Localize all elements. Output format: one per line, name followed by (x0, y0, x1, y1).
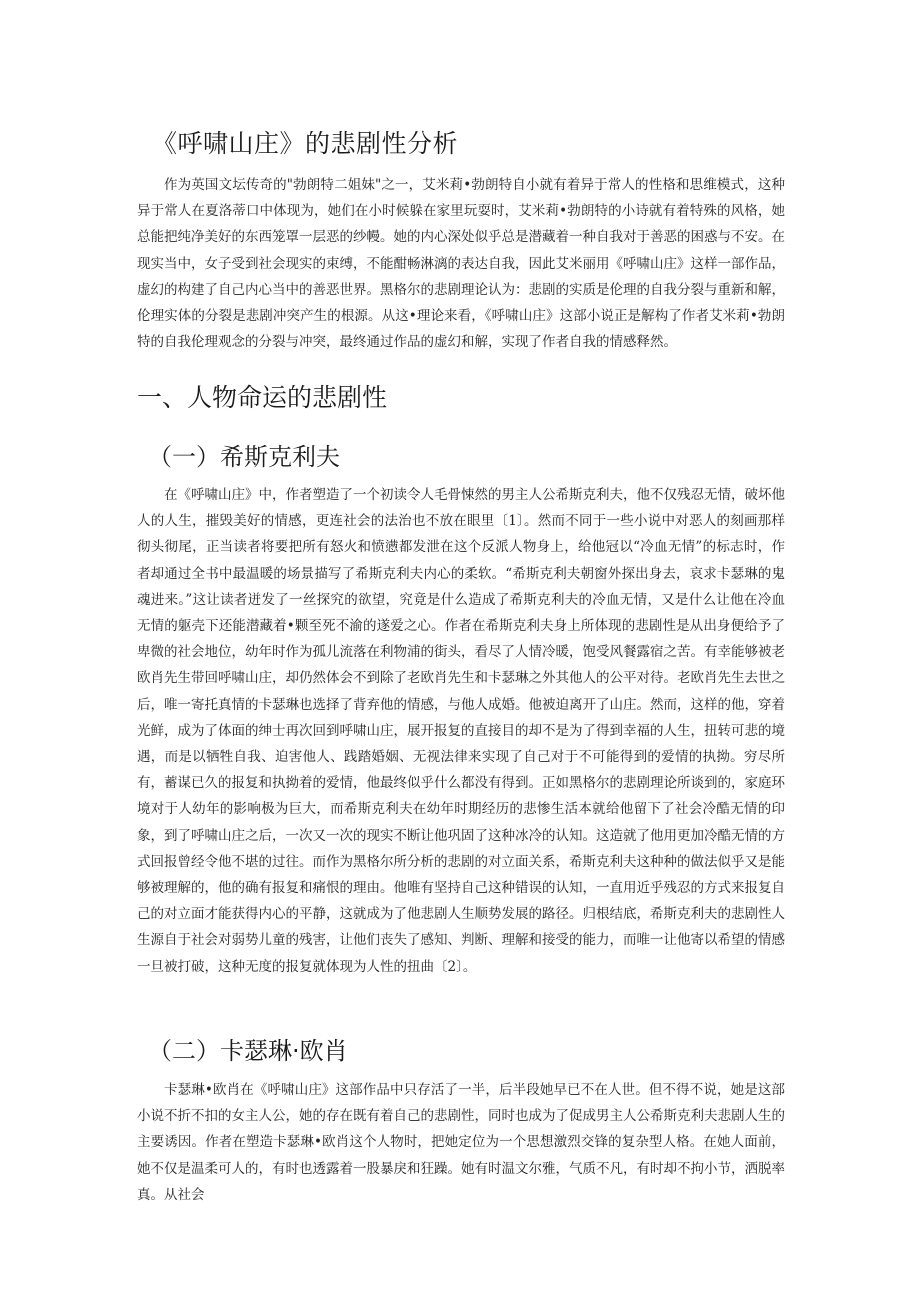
subsection-heading-catherine: （二）卡瑟琳·欧肖 (148, 1037, 348, 1065)
subsection-heading-heathcliff: （一）希斯克利夫 (148, 443, 340, 471)
document-title: 《呼啸山庄》的悲剧性分析 (152, 129, 459, 158)
intro-paragraph: 作为英国文坛传奇的"勃朗特二姐妹"之一，艾米莉•勃朗特自小就有着异于常人的性格和思维模式，这种异于常人在夏洛蒂口中体现为，她们在小时候躲在家里玩耍时，艾米莉•勃朗特的小诗就有着特殊的风格，她总能把纯净美好的东西笼罩一层恶的纱幔。她的内心深处似乎总是潜藏着一种自我对于善恶的困惑与不安。在现实当中，女子受到社会现实的束缚，不能酣畅淋漓的表达自我，因此艾米丽用《呼啸山庄》这样一部作品，虚幻的构建了自己内心当中的善恶世界。黑格尔的悲剧理论认为：悲剧的实质是伦理的自我分裂与重新和解，伦理实体的分裂是悲剧冲突产生的根源。从这•理论来看，《呼啸山庄》这部小说正是解构了作者艾米莉•勃朗特的自我伦理观念的分裂与冲突，最终通过作品的虚幻和解，实现了作者自我的情感释然。 (137, 177, 785, 351)
heathcliff-paragraph: 在《呼啸山庄》中，作者塑造了一个初读令人毛骨悚然的男主人公希斯克利夫，他不仅残忍无情，破坏他人的人生，摧毁美好的情感，更连社会的法治也不放在眼里〔1〕。然而不同于一些小说中对恶人的刻画那样彻头彻尾，正当读者将要把所有怒火和愤懑都发泄在这个反派人物身上，给他冠以“冷血无情”的标志时，作者却通过全书中最温暖的场景描写了希斯克利夫内心的柔软。“希斯克利夫朝窗外探出身去，哀求卡瑟琳的鬼魂进来。”这让读者迸发了一丝探究的欲望，究竟是什么造成了希斯克利夫的冷血无情，又是什么让他在冷血无情的躯壳下还能潜藏着•颗至死不渝的遂爱之心。作者在希斯克利夫身上所体现的悲剧性是从出身便给予了卑微的社会地位，幼年时作为孤儿流落在利物浦的街头，看尽了人情冷暖，饱受风餐露宿之苦。有幸能够被老欧肖先生带回呼啸山庄，却仍然体会不到除了老欧肖先生和卡瑟琳之外其他人的公平对待。老欧肖先生去世之后，唯一寄托真情的卡瑟琳也选择了背弃他的情感，与他人成婚。他被迫离开了山庄。然而，这样的他，穿着光鲜，成为了体面的绅士再次回到呼啸山庄，展开报复的直接目的却不是为了得到幸福的人生，扭转可悲的境遇，而是以牺牲自我、迫害他人、践踏婚姻、无视法律来实现了自己对于不可能得到的爱情的执拗。穷尽所有，蓄谋已久的报复和执拗着的爱情，他最终似乎什么都没有得到。正如黑格尔的悲剧理论所谈到的，家庭环境对于人幼年的影响极为巨大，而希斯克利夫在幼年时期经历的悲惨生活本就给他留下了社会冷酷无情的印象，到了呼啸山庄之后，一次又一次的现实不断让他巩固了这种冰冷的认知。这造就了他用更加冷酷无情的方式回报曾经令他不堪的过往。而作为黑格尔所分析的悲剧的对立面关系，希斯克利夫这种种的做法似乎又是能够被理解的，他的确有报复和痛恨的理由。他唯有坚持自己这种错误的认知，一直用近乎残忍的方式来报复自己的对立面才能获得内心的平静，这就成为了他悲剧人生顺势发展的路径。归根结底，希斯克利夫的悲剧性人生源自于社会对弱势儿童的残害，让他们丧失了感知、判断、理解和接受的能力，而唯一让他寄以希望的情感一旦被打破，这种无度的报复就体现为人性的扭曲〔2〕。 (137, 487, 785, 975)
catherine-paragraph: 卡瑟琳•欧肖在《呼啸山庄》这部作品中只存活了一半，后半段她早已不在人世。但不得不说，她是这部小说不折不扣的女主人公，她的存在既有着自己的悲剧性，同时也成为了促成男主人公希斯克利夫悲剧人生的主要诱因。作者在塑造卡瑟琳•欧肖这个人物时，把她定位为一个思想激烈交锋的复杂型人格。在她人面前，她不仅是温柔可人的，有时也透露着一股暴戾和狂躁。她有时温文尔雅，气质不凡，有时却不拘小节，洒脱率真。从社会 (137, 1082, 785, 1203)
section-heading-character-fate: 一、人物命运的悲剧性 (137, 383, 388, 412)
